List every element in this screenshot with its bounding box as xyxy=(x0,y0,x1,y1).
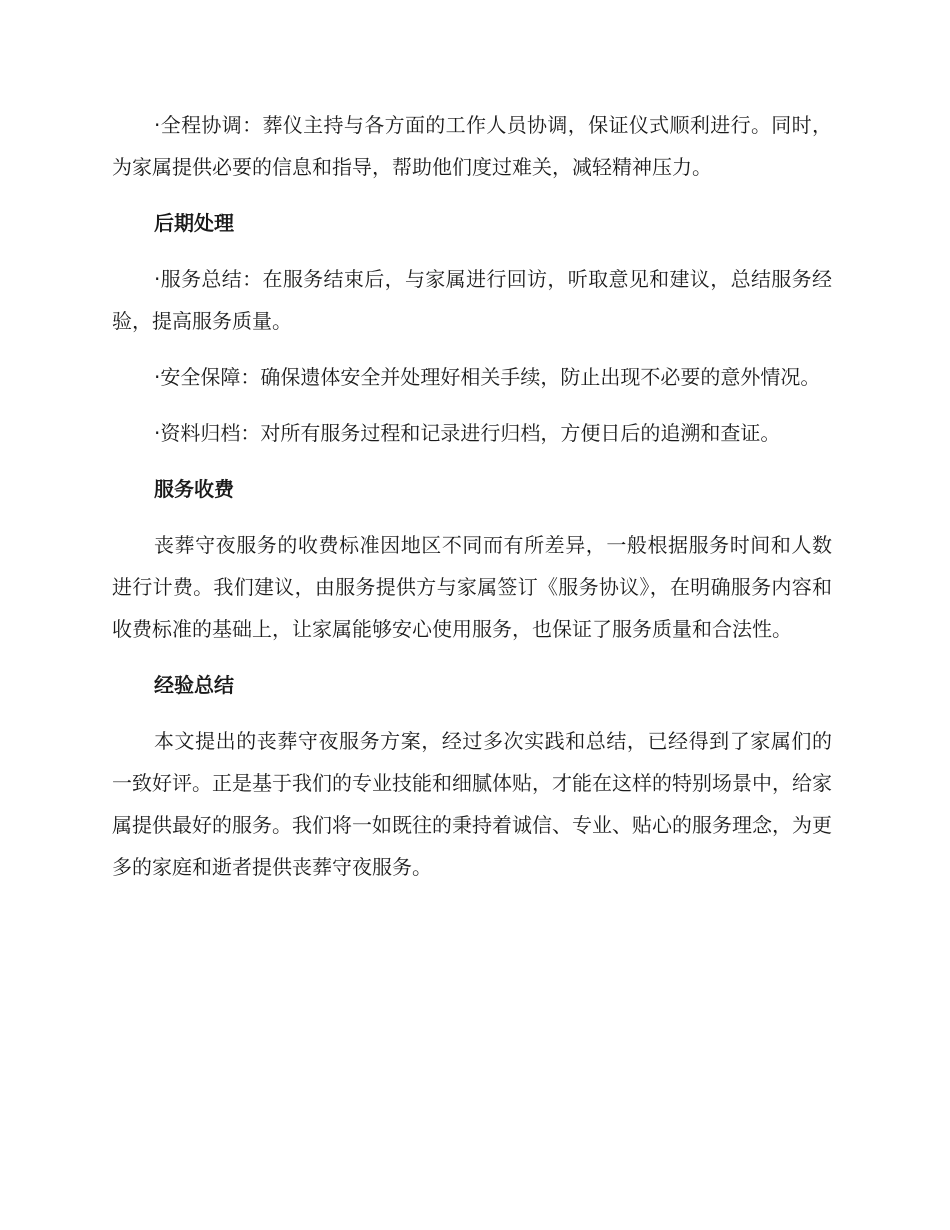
bullet-marker: · xyxy=(154,421,161,445)
paragraph-archiving xyxy=(112,412,832,454)
bullet-marker: · xyxy=(154,365,161,389)
paragraph-fee: 丧葬守夜服务的收费标准因地区不同而有所差异，一般根据服务时间和人数进行计费。我们建议，由服务提供方与家属签订《服务协议》，在明确服务内容和收费标准的基础上，让家属能够安心使用服务，也保证了服务质量和合法性。 xyxy=(112,533,832,641)
paragraph-text: 资料归档：对所有服务过程和记录进行归档，方便日后的追溯和查证。 xyxy=(160,421,781,445)
paragraph-text: 全程协调：葬仪主持与各方面的工作人员协调，保证仪式顺利进行。同时，为家属提供必要的信息和指导，帮助他们度过难关，减轻精神压力。 xyxy=(112,113,832,179)
paragraph-overall-coordination xyxy=(112,104,832,188)
bullet-marker: · xyxy=(154,113,161,137)
heading-service-fee: 服务收费 xyxy=(154,477,234,501)
paragraph-summary: 本文提出的丧葬守夜服务方案，经过多次实践和总结，已经得到了家属们的一致好评。正是基于我们的专业技能和细腻体贴，才能在这样的特别场景中，给家属提供最好的服务。我们将一如既往的秉持着诚信、专业、贴心的服务理念，为更多的家庭和逝者提供丧葬守夜服务。 xyxy=(112,729,832,879)
paragraph-text: 安全保障：确保遗体安全并处理好相关手续，防止出现不必要的意外情况。 xyxy=(160,365,821,389)
bullet-marker: · xyxy=(154,267,161,291)
paragraph-safety xyxy=(112,356,832,398)
heading-post-processing: 后期处理 xyxy=(154,211,234,235)
paragraph-service-summary xyxy=(112,258,832,342)
heading-experience-summary: 经验总结 xyxy=(154,673,234,697)
document-body xyxy=(112,104,832,902)
paragraph-text: 服务总结：在服务结束后，与家属进行回访，听取意见和建议，总结服务经验，提高服务质量。 xyxy=(112,267,832,333)
